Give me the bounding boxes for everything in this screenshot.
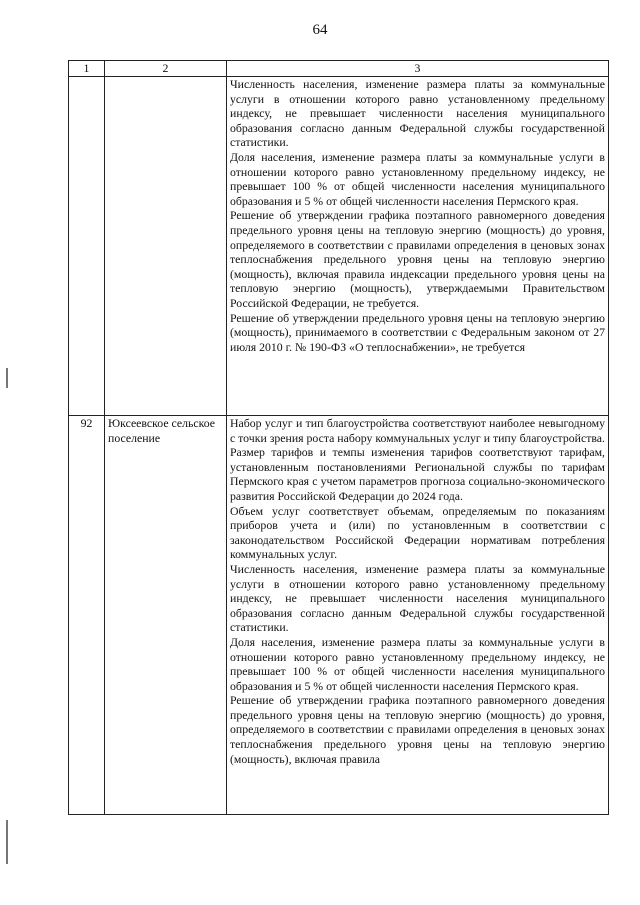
condition-paragraph: Решение об утверждении предельного уровня цены на тепловую энергию (мощность), принимаемого в соответствии с Федеральным законом от 27 июля 2010 г. № 190-ФЗ «О теплоснабжении», не требуется xyxy=(230,310,605,354)
condition-paragraph: Доля населения, изменение размера платы за коммунальные услуги в отношении которого равно установленному предельному индексу, не превышает 100 % от общей численности населения муниципального образования и 5 % от общей численности населения Пермского края. xyxy=(230,634,605,693)
row-number: 92 xyxy=(69,416,105,815)
row-number xyxy=(69,77,105,416)
condition-paragraph: Численность населения, изменение размера платы за коммунальные услуги в отношении которого равно установленному предельному индексу, не превышает численности населения муниципального образования согласно данным Федеральной службы государственной статистики. xyxy=(230,561,605,635)
condition-paragraph: Доля населения, изменение размера платы за коммунальные услуги в отношении которого равно установленному предельному индексу, не превышает 100 % от общей численности населения муниципального образования и 5 % от общей численности населения Пермского края. xyxy=(230,149,605,208)
column-header: 1 xyxy=(69,61,105,77)
document-table xyxy=(68,60,609,815)
column-header: 3 xyxy=(227,61,609,77)
scan-edge-mark xyxy=(6,820,8,864)
settlement-name: Юксеевское сельское поселение xyxy=(105,416,227,815)
column-header: 2 xyxy=(105,61,227,77)
conditions-cell xyxy=(227,416,609,815)
page-number: 64 xyxy=(312,22,328,38)
settlement-name xyxy=(105,77,227,416)
conditions-cell xyxy=(227,77,609,416)
condition-paragraph: Размер тарифов и темпы изменения тарифов соответствуют тарифам, установленным постановлениями Региональной службы по тарифам Пермского края с учетом параметров прогноза социально-экономического развития Российской Федерации до 2024 года. xyxy=(230,445,605,503)
table-header-row xyxy=(69,61,609,77)
table-row xyxy=(69,416,609,815)
table-row xyxy=(69,77,609,416)
condition-paragraph: Объем услуг соответствует объемам, определяемым по показаниям приборов учета и (или) по установленным в соответствии с законодательством Российской Федерации нормативам потребления коммунальных услуг. xyxy=(230,503,605,562)
scan-edge-mark xyxy=(6,368,8,388)
condition-paragraph: Решение об утверждении графика поэтапного равномерного доведения предельного уровня цены на тепловую энергию (мощность) до уровня, определяемого в соответствии с правилами определения в ценовых зонах теплоснабжения предельного уровня цены на тепловую энергию (мощность), включая правила индексации предельного уровня цены на тепловую энергию (мощность), утверждаемыми Правительством Российской Федерации, не требуется. xyxy=(230,208,605,310)
condition-paragraph: Решение об утверждении графика поэтапного равномерного доведения предельного уровня цены на тепловую энергию (мощность) до уровня, определяемого в соответствии с правилами определения в ценовых зонах теплоснабжения предельного уровня цены на тепловую энергию (мощность), включая правила xyxy=(230,693,605,766)
condition-paragraph: Численность населения, изменение размера платы за коммунальные услуги в отношении которого равно установленному предельному индексу, не превышает численности населения муниципального образования согласно данным Федеральной службы государственной статистики. xyxy=(230,77,605,150)
condition-paragraph: Набор услуг и тип благоустройства соответствуют наиболее невыгодному с точки зрения роста набору коммунальных услуг и типу благоустройства. xyxy=(230,416,605,445)
